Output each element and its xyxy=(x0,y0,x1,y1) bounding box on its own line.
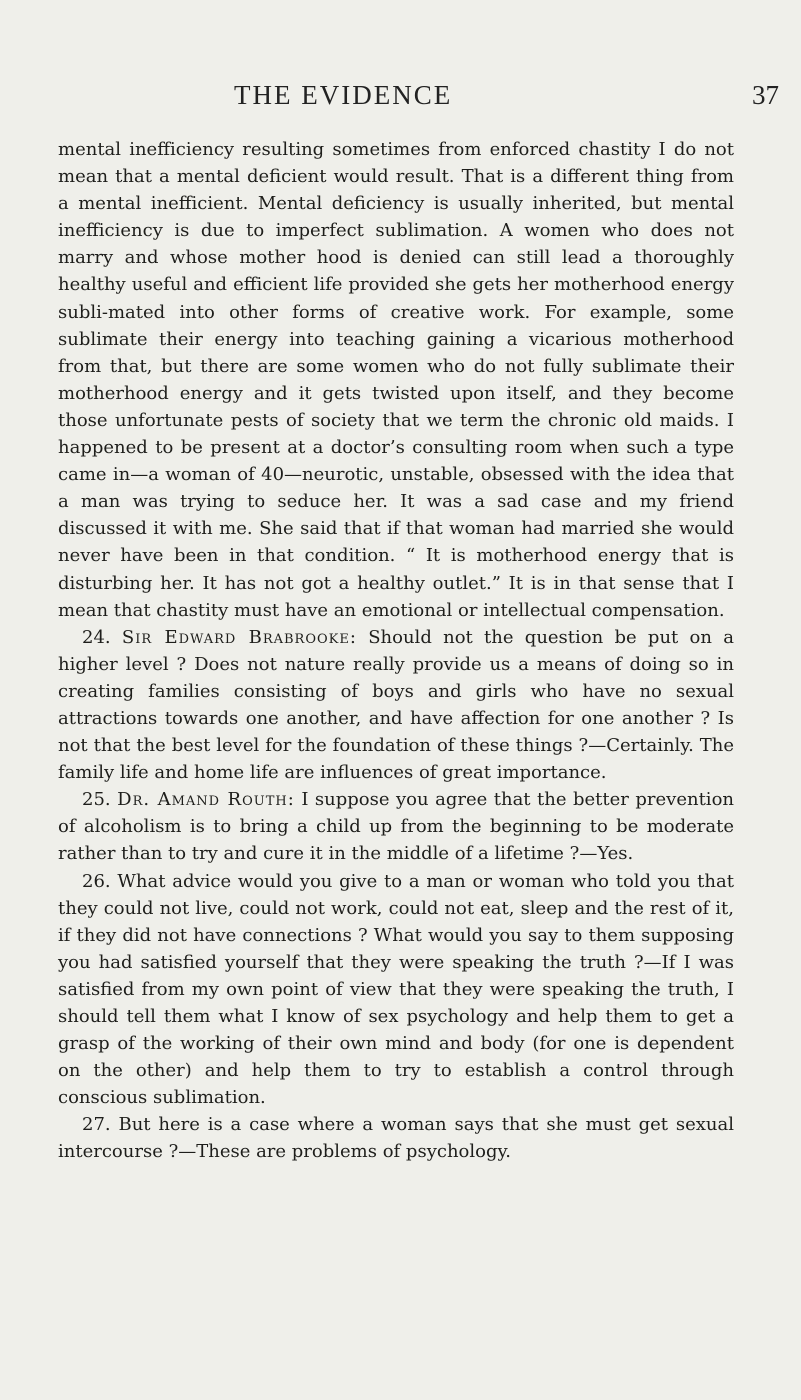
paragraph-number: 26. xyxy=(82,870,111,892)
body-text xyxy=(58,136,734,1166)
speaker-name: Sir Edward Brabrooke: xyxy=(121,626,357,648)
paragraph-26 xyxy=(58,868,734,1112)
page-number: 37 xyxy=(752,80,779,110)
paragraph-number: 25. xyxy=(82,789,111,811)
paragraph-text: I suppose you agree that the better prevention of alcoholism is to bring a child up from the beginning to be moderate rather than to try and cure it in the middle of a lifetime ?—Yes. xyxy=(58,789,734,865)
paragraph-text: Should not the question be put on a higher level ? Does not nature really provide us a means of doing so in creating families consisting of boys and girls who have no sexual attractions towards one another, and have affection for one another ? Is not that the best level for the foundation of these things ?—Certainly. The family life and home life are influences of great importance. xyxy=(58,626,734,784)
paragraph-text: But here is a case where a woman says that she must get sexual intercourse ?—These are problems of psychology. xyxy=(58,1114,734,1163)
paragraph-continued xyxy=(58,136,734,624)
running-header xyxy=(142,80,779,120)
paragraph-number: 27. xyxy=(82,1114,111,1136)
paragraph-27 xyxy=(58,1111,734,1165)
paragraph-text: What advice would you give to a man or woman who told you that they could not live, could not work, could not eat, sleep and the rest of it, if they did not have connections ? What would you say to them supposing you had satisfied yourself that they were speaking the truth ?—If I was satisfied from my own point of view that they were speaking the truth, I should tell them what I know of sex psychology and help them to get a grasp of the working of their own mind and body (for one is dependent on the other) and help them to try to establish a control through conscious sublimation. xyxy=(58,870,734,1109)
running-title: THE EVIDENCE xyxy=(234,80,453,110)
speaker-name: Dr. Amand Routh: xyxy=(117,789,295,811)
paragraph-text: mental inefficiency resulting sometimes from enforced chastity I do not mean that a mental deficient would result. That is a different thing from a mental inefficient. Mental deficiency is usually inherited, but mental inefficiency is due to imperfect sublimation. A women who does not marry and whose mother hood is denied can still lead a thoroughly healthy useful and efficient life provided she gets her motherhood energy subli-mated into other forms of creative work. For example, some sublimate their energy into teaching gaining a vicarious motherhood from that, but there are some women who do not fully sublimate their motherhood energy and it gets twisted upon itself, and they become those unfortunate pests of society that we term the chronic old maids. I happened to be present at a doctor’s consulting room when such a type came in—a woman of 40—neurotic, unstable, obsessed with the idea that a man was trying to seduce her. It was a sad case and my friend discussed it with me. She said that if that woman had married she would never have been in that condition. “ It is motherhood energy that is disturbing her. It has not got a healthy outlet.” It is in that sense that I mean that chastity must have an emotional or intellectual compensation. xyxy=(58,139,734,621)
paragraph-number: 24. xyxy=(82,626,111,648)
paragraph-25 xyxy=(58,786,734,867)
paragraph-24 xyxy=(58,624,734,787)
